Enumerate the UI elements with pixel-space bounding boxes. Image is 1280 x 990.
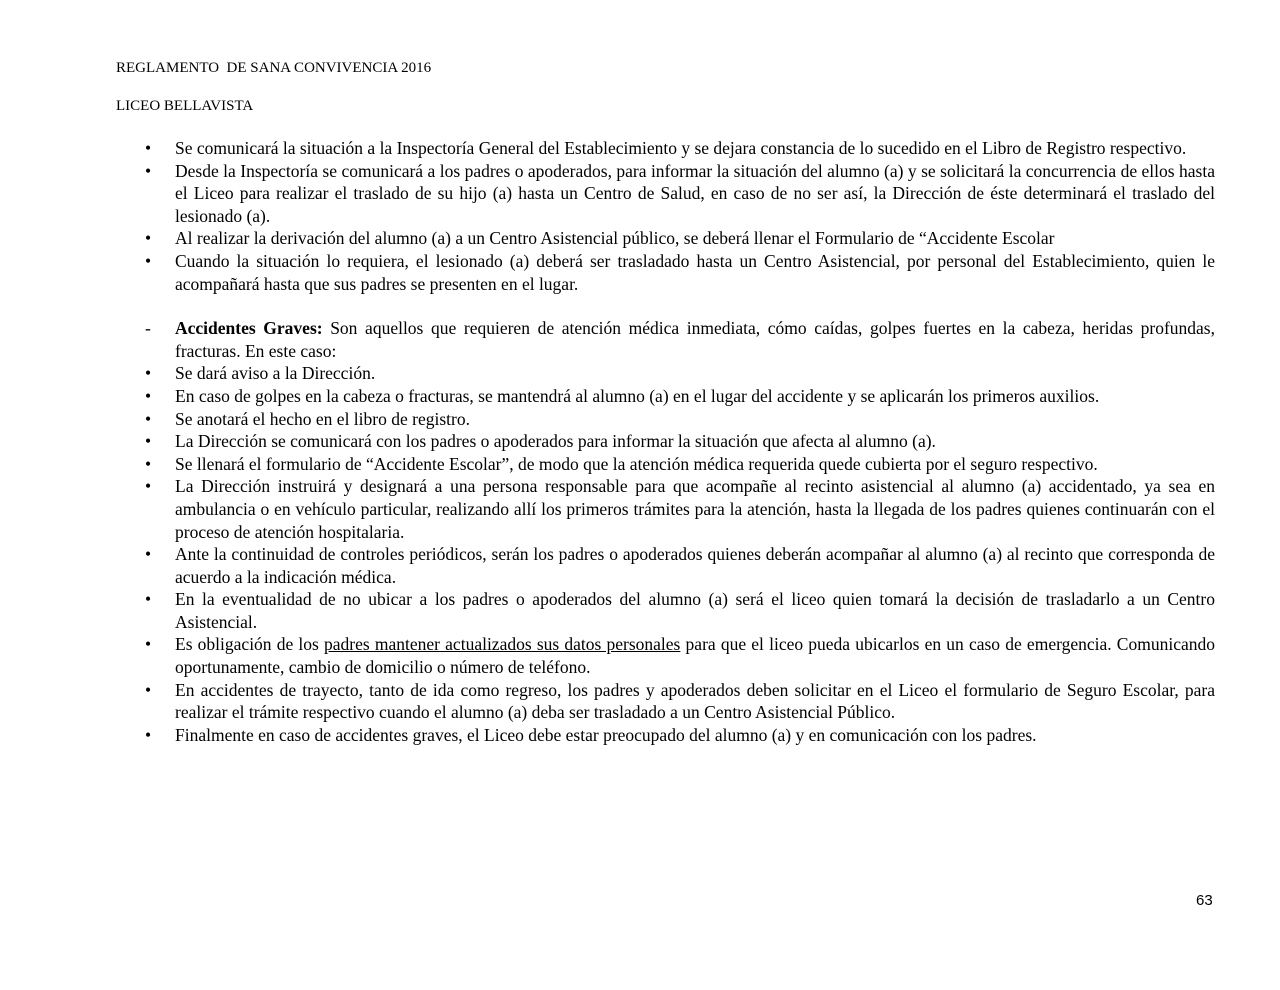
bullet-icon: • bbox=[145, 634, 152, 655]
bullet-icon: • bbox=[145, 453, 152, 474]
bullet-icon: • bbox=[145, 589, 152, 610]
list-item: • Se anotará el hecho en el libro de registro. bbox=[145, 408, 470, 429]
list-item: • En accidentes de trayecto, tanto de ida como regreso, los padres y apoderados deben solicitar en el Liceo el formulario de Seguro Escolar, para realizar el trámite respectivo cuando el alumno (a) deba ser trasladado a un Centro Asistencial Público. bbox=[145, 679, 1215, 723]
document-body bbox=[116, 137, 1215, 746]
underlined-phrase: padres mantener actualizados sus datos personales bbox=[324, 634, 681, 655]
bullet-icon: • bbox=[145, 160, 152, 181]
bullet-icon: • bbox=[145, 138, 152, 158]
document-header-school: LICEO BELLAVISTA bbox=[116, 98, 254, 114]
document-header-title: REGLAMENTO DE SANA CONVIVENCIA 2016 bbox=[116, 60, 432, 76]
dash-marker: - bbox=[145, 318, 151, 339]
bullet-icon: • bbox=[145, 385, 152, 406]
accidentes-graves-heading: Accidentes Graves: bbox=[175, 318, 323, 339]
bullet-icon: • bbox=[145, 363, 152, 384]
list-item: • En la eventualidad de no ubicar a los padres o apoderados del alumno (a) será el liceo quien tomará la decisión de trasladarlo a un Centro Asistencial. bbox=[145, 589, 1215, 632]
bullet-icon: • bbox=[145, 228, 152, 249]
list-item: • Finalmente en caso de accidentes graves, el Liceo debe estar preocupado del alumno (a) y en comunicación con los padres. bbox=[145, 724, 1037, 745]
list-item: • Cuando la situación lo requiera, el lesionado (a) deberá ser trasladado hasta un Centro Asistencial, por personal del Establecimiento, quien le acompañará hasta que sus padres se presenten en el lugar. bbox=[145, 250, 1215, 294]
bullet-icon: • bbox=[145, 724, 152, 745]
list-item: • Ante la continuidad de controles periódicos, serán los padres o apoderados quienes deberán acompañar al alumno (a) al recinto que corresponda de acuerdo a la indicación médica. bbox=[145, 544, 1215, 587]
list-item: • La Dirección instruirá y designará a una persona responsable para que acompañe al recinto asistencial al alumno (a) accidentado, ya sea en ambulancia o en vehículo particular, realizando allí los primeros trámites para la atención, hasta la llegada de los padres quienes continuarán con el proceso de atención hospitalaria. bbox=[145, 476, 1215, 542]
list-item: • Se dará aviso a la Dirección. bbox=[145, 363, 376, 384]
bullet-icon: • bbox=[145, 408, 152, 429]
paragraph-spacer bbox=[116, 295, 1215, 317]
bullet-icon: • bbox=[145, 431, 152, 452]
bullet-list-graves bbox=[116, 362, 1215, 746]
bullet-list-procedure bbox=[116, 137, 1215, 295]
list-item: • En caso de golpes en la cabeza o fracturas, se mantendrá al alumno (a) en el lugar del accidente y se aplicarán los primeros auxilios. bbox=[145, 385, 1100, 406]
bullet-icon: • bbox=[145, 679, 152, 700]
bullet-icon: • bbox=[145, 476, 152, 497]
list-item: • Se comunicará la situación a la Inspectoría General del Establecimiento y se dejara constancia de lo sucedido en el Libro de Registro respectivo. bbox=[145, 138, 1187, 158]
bullet-icon: • bbox=[145, 250, 152, 271]
list-item: • La Dirección se comunicará con los padres o apoderados para informar la situación que afecta al alumno (a). bbox=[145, 431, 936, 452]
list-item: • Desde la Inspectoría se comunicará a los padres o apoderados, para informar la situación del alumno (a) y se solicitará la concurrencia de ellos hasta el Liceo para realizar el traslado de su hijo (a) hasta un Centro de Salud, en caso de no ser así, la Dirección de éste determinará el traslado del lesionado (a). bbox=[145, 160, 1215, 226]
list-item: • Al realizar la derivación del alumno (a) a un Centro Asistencial público, se deberá llenar el Formulario de “Accidente Escolar bbox=[145, 228, 1055, 249]
page-number: 63 bbox=[1196, 892, 1213, 909]
list-item: • Se llenará el formulario de “Accidente Escolar”, de modo que la atención médica requerida quede cubierta por el seguro respectivo. bbox=[145, 453, 1098, 474]
list-item-obligation: • Es obligación de los padres mantener actualizados sus datos personales para que el liceo pueda ubicarlos en un caso de emergencia. Comunicando oportunamente, cambio de domicilio o número de teléfono. bbox=[145, 634, 1215, 678]
bullet-icon: • bbox=[145, 544, 152, 565]
accidentes-graves-text: Son aquellos que requieren de atención médica inmediata, cómo caídas, golpes fuertes en la cabeza, heridas profundas, fracturas. En este caso: bbox=[175, 318, 1215, 361]
accidentes-graves-intro bbox=[116, 317, 1215, 362]
